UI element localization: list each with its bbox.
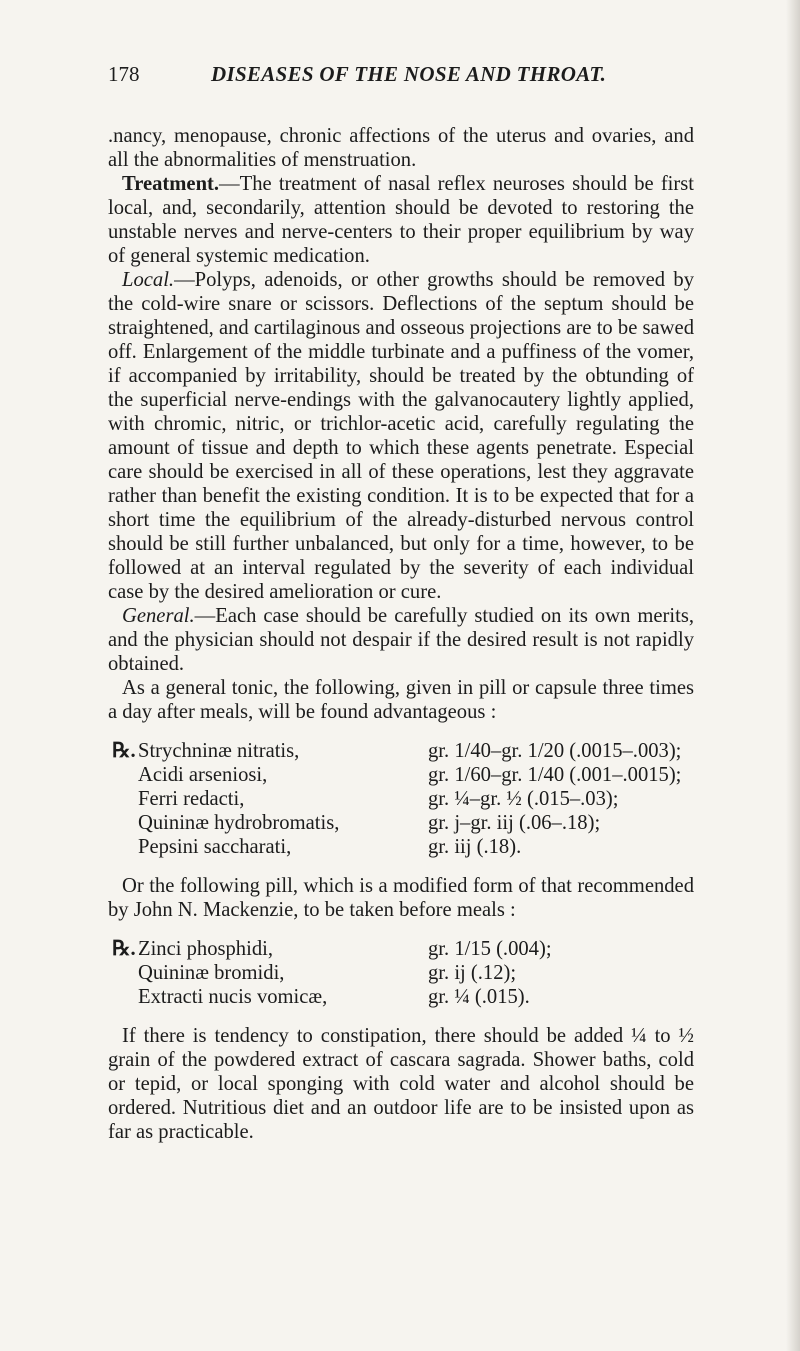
ingredient-dose: gr. 1/40–gr. 1/20 (.0015–.003); <box>428 740 682 762</box>
paragraph-tonic: As a general tonic, the following, given in pill or capsule three times a day after meals, will be found advantageous : <box>108 677 694 723</box>
ingredient-name: Ferri redacti, <box>138 788 245 810</box>
prescription-row <box>108 739 694 763</box>
general-text: —Each case should be carefully studied on its own merits, and the physician should not despair if the desired result is not rapidly obtained. <box>108 605 694 675</box>
body-text <box>108 124 694 1144</box>
prescription-row <box>108 985 694 1009</box>
heading-general: General. <box>122 605 195 627</box>
prescription-tonic <box>108 739 694 859</box>
recipe-symbol: ℞. <box>112 740 136 762</box>
prescription-row <box>108 787 694 811</box>
paragraph-local <box>108 268 694 604</box>
ingredient-dose: gr. 1/60–gr. 1/40 (.001–.0015); <box>428 764 682 786</box>
paragraph-constipation: If there is tendency to constipation, there should be added ¼ to ½ grain of the powdered extract of cascara sagrada. Shower baths, cold or tepid, or local sponging with cold water and alcohol should be ordered. Nutritious diet and an outdoor life are to be insisted upon as far as practicable. <box>108 1025 694 1143</box>
ingredient-name: Extracti nucis vomicæ, <box>138 986 328 1008</box>
treatment-text: —The treatment of nasal reflex neuroses should be first local, and, secondarily, attention should be devoted to restoring the unstable nerves and nerve-centers to their proper equilibrium by way of general systemic medication. <box>108 173 694 267</box>
ingredient-dose: gr. j–gr. iij (.06–.18); <box>428 812 601 834</box>
local-text: —Polyps, adenoids, or other growths should be removed by the cold-wire snare or scissors. Deflections of the septum should be straightened, and cartilaginous and osseous projections are to be sawed off. Enlargement of the middle turbinate and a puffiness of the vomer, if accompanied by irritability, should be treated by the obtunding of the superficial nerve-endings with the galvanocautery lightly applied, with chromic, nitric, or trichlor-acetic acid, carefully regulating the amount of tissue and depth to which these agents penetrate. Especial care should be exercised in all of these operations, lest they aggravate rather than benefit the existing condition. It is to be expected that for a short time the equilibrium of the already-disturbed nervous control should be still further unbalanced, but only for a time, however, to be followed at an interval regulated by the severity of each individual case by the desired amelioration or cure. <box>108 269 694 603</box>
ingredient-name: Strychninæ nitratis, <box>138 740 300 762</box>
ingredient-dose: gr. iij (.18). <box>428 836 522 858</box>
heading-treatment: Treatment. <box>122 173 220 195</box>
page-edge-shadow <box>786 0 800 1351</box>
ingredient-name: Pepsini saccharati, <box>138 836 292 858</box>
recipe-symbol: ℞. <box>112 938 136 960</box>
running-title: DISEASES OF THE NOSE AND THROAT. <box>211 62 607 86</box>
ingredient-name: Quininæ hydrobromatis, <box>138 812 340 834</box>
paragraph-treatment <box>108 172 694 268</box>
prescription-row <box>108 961 694 985</box>
ingredient-name: Quininæ bromidi, <box>138 962 285 984</box>
page-header <box>108 62 694 90</box>
ingredient-dose: gr. ¼–gr. ½ (.015–.03); <box>428 788 619 810</box>
prescription-row <box>108 763 694 787</box>
page-number: 178 <box>108 62 140 86</box>
ingredient-dose: gr. ¼ (.015). <box>428 986 530 1008</box>
ingredient-dose: gr. 1/15 (.004); <box>428 938 552 960</box>
paragraph-general <box>108 604 694 676</box>
ingredient-name: Zinci phosphidi, <box>138 938 273 960</box>
paragraph-continuation: .nancy, menopause, chronic affections of the uterus and ovaries, and all the abnormalities of menstruation. <box>108 125 694 171</box>
paragraph-pill: Or the following pill, which is a modified form of that recommended by John N. Mackenzie, to be taken before meals : <box>108 875 694 921</box>
prescription-row <box>108 811 694 835</box>
prescription-pill <box>108 937 694 1009</box>
heading-local: Local. <box>122 269 175 291</box>
prescription-row <box>108 937 694 961</box>
ingredient-name: Acidi arseniosi, <box>138 764 268 786</box>
prescription-row <box>108 835 694 859</box>
ingredient-dose: gr. ij (.12); <box>428 962 517 984</box>
